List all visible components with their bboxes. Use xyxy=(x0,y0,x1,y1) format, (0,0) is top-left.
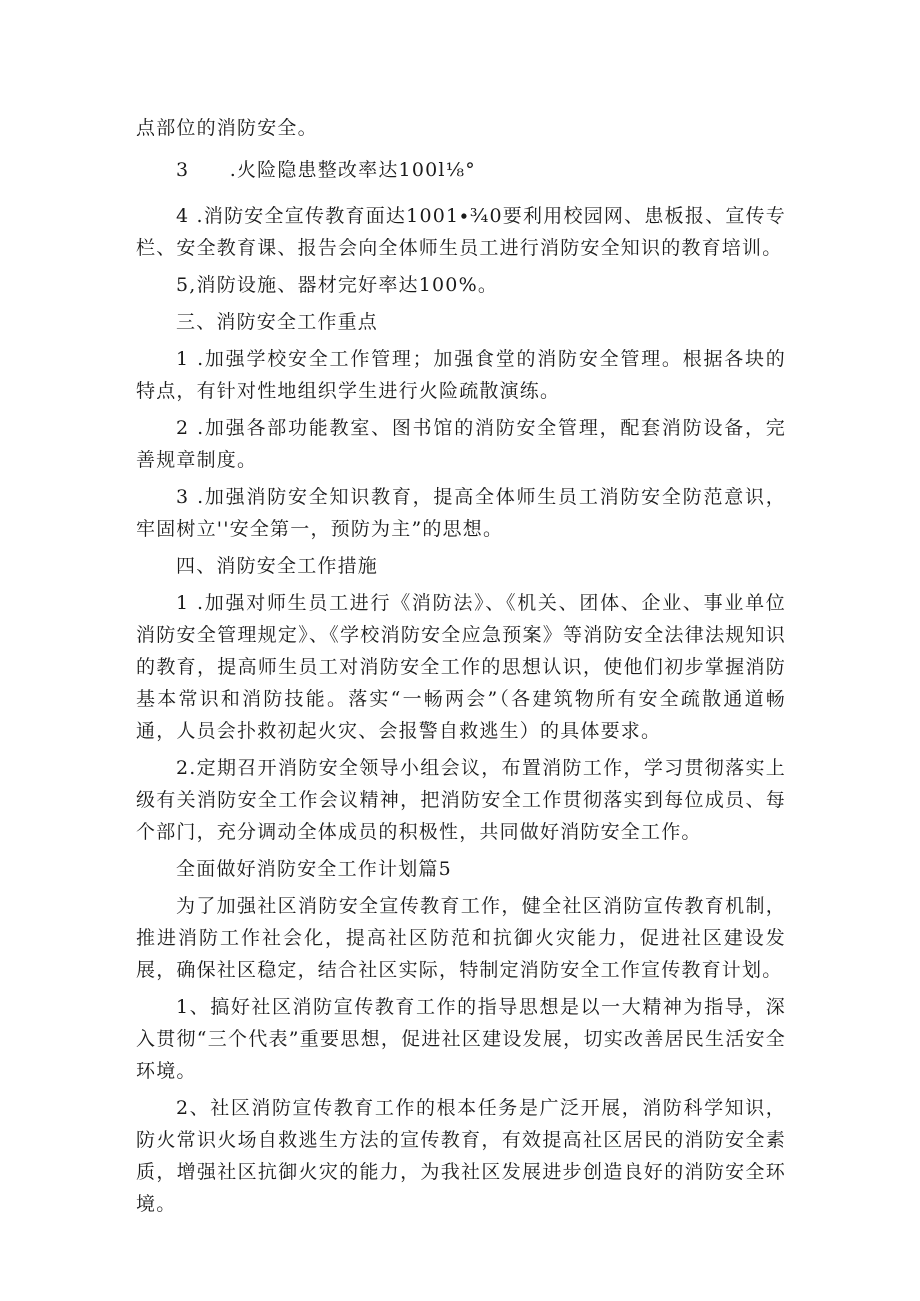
section-heading-4: 四、消防安全工作措施 xyxy=(176,555,379,577)
paragraph-focus-1: 1 .加强学校安全工作管理；加强食堂的消防安全管理。根据各块的特点，有针对性地组织学生进行火险疏散演练。 xyxy=(136,348,786,402)
paragraph-focus-2: 2 .加强各部功能教室、图书馆的消防安全管理，配套消防设备，完善规章制度。 xyxy=(136,417,786,471)
paragraph-measure-2: 2.定期召开消防安全领导小组会议，布置消防工作，学习贯彻落实上级有关消防安全工作会议精神，把消防安全工作贯彻落实到每位成员、每个部门，充分调动全体成员的积极性，共同做好消防安全工作。 xyxy=(136,757,786,843)
paragraph-continuation: 点部位的消防安全。 xyxy=(136,117,318,139)
paragraph-intro: 为了加强社区消防安全宣传教育工作，健全社区消防宣传教育机制，推进消防工作社会化，提高社区防范和抗御火灾能力，促进社区建设发展，确保社区稳定，结合社区实际，特制定消防安全工作宣传教育计划。 xyxy=(136,895,786,981)
section-title-part-5: 全面做好消防安全工作计划篇5 xyxy=(176,858,452,880)
paragraph-item-5-facilities: 5,消防设施、器材完好率达100%。 xyxy=(176,274,499,296)
paragraph-measure-1: 1 .加强对师生员工进行《消防法》、《机关、团体、企业、事业单位消防安全管理规定》、《学校消防安全应急预案》等消防安全法律法规知识的教育，提高师生员工对消防安全工作的思想认识，使他们初步掌握消防基本常识和消防技能。落实“一畅两会”（各建筑物所有安全疏散通道畅通，人员会扑救初起火灾、会报警自救逃生）的具体要求。 xyxy=(136,592,786,742)
paragraph-item-3-rate: 3 .火险隐患整改率达100l⅛° xyxy=(176,159,476,181)
paragraph-focus-3: 3 .加强消防安全知识教育，提高全体师生员工消防安全防范意识，牢固树立''安全第一，预防为主”的思想。 xyxy=(136,486,786,540)
section-heading-3: 三、消防安全工作重点 xyxy=(176,311,379,333)
paragraph-guiding-idea: 1、搞好社区消防宣传教育工作的指导思想是以一大精神为指导，深入贯彻“三个代表”重要思想，促进社区建设发展，切实改善居民生活安全环境。 xyxy=(136,996,786,1082)
paragraph-fundamental-task: 2、社区消防宣传教育工作的根本任务是广泛开展，消防科学知识，防火常识火场自救逃生方法的宣传教育，有效提高社区居民的消防安全素质，增强社区抗御火灾的能力，为我社区发展进步创造良好的消防安全环境。 xyxy=(136,1097,786,1215)
paragraph-item-4-education: 4 .消防安全宣传教育面达1001∙¾0要利用校园网、患板报、宣传专栏、安全教育课、报告会向全体师生员工进行消防安全知识的教育培训。 xyxy=(136,205,786,259)
